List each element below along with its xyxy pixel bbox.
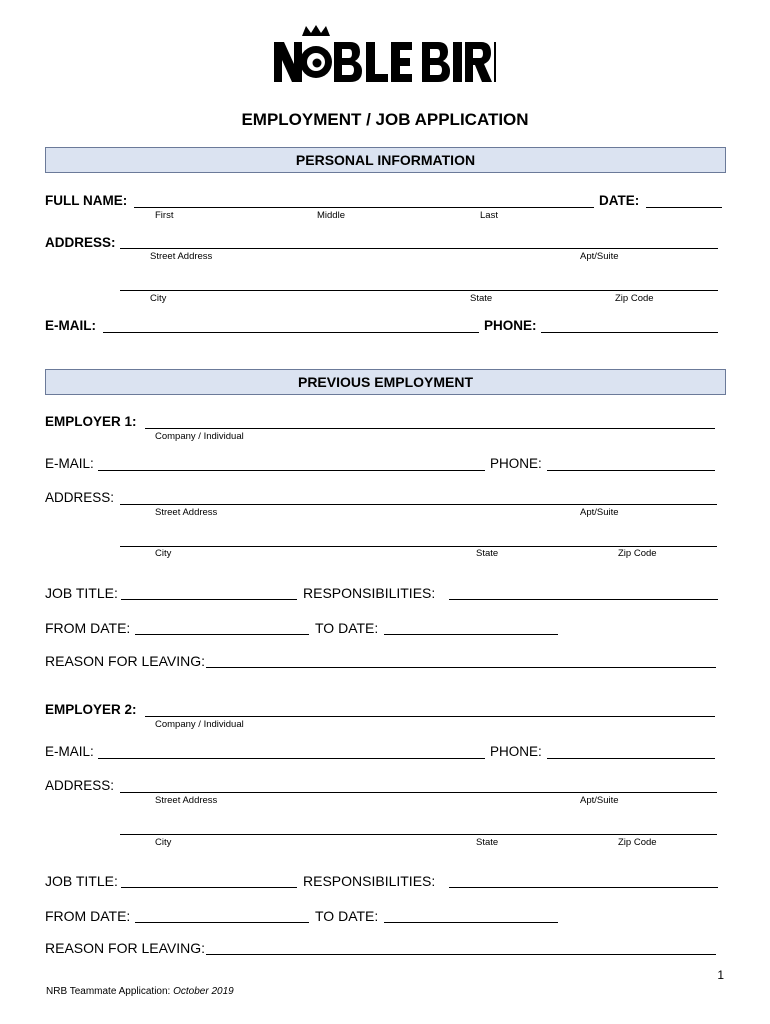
street-line[interactable] (120, 248, 718, 249)
footer-date: October 2019 (173, 986, 234, 997)
city-line[interactable] (120, 290, 718, 291)
state-caption: State (476, 548, 499, 559)
employer1-street-line[interactable] (120, 504, 717, 505)
employer2-phone-line[interactable] (547, 758, 715, 759)
middle-caption: Middle (317, 210, 345, 221)
employer2-job-title-label: JOB TITLE: (45, 873, 118, 889)
employer2-to-label: TO DATE: (315, 908, 379, 924)
company-caption: Company / Individual (155, 719, 244, 730)
full-name-line[interactable] (134, 207, 594, 208)
employer2-line[interactable] (145, 716, 715, 717)
full-name-label: FULL NAME: (45, 193, 128, 208)
employer2-responsibilities-label: RESPONSIBILITIES: (303, 873, 436, 889)
employer2-reason-label: REASON FOR LEAVING: (45, 940, 205, 956)
personal-info-header: PERSONAL INFORMATION (45, 147, 726, 173)
phone-line[interactable] (541, 332, 718, 333)
employer2-address-label: ADDRESS: (45, 778, 115, 793)
employer2-to-line[interactable] (384, 922, 558, 923)
employer2-responsibilities-line[interactable] (449, 887, 718, 888)
employer1-from-line[interactable] (135, 634, 309, 635)
street-caption: Street Address (155, 507, 218, 518)
zip-caption: Zip Code (618, 837, 657, 848)
apt-caption: Apt/Suite (580, 251, 619, 262)
phone-label: PHONE: (484, 318, 537, 333)
page-title: EMPLOYMENT / JOB APPLICATION (241, 110, 529, 129)
address-label: ADDRESS: (45, 235, 116, 250)
date-line[interactable] (646, 207, 722, 208)
employer2-label: EMPLOYER 2: (45, 702, 137, 717)
employer1-reason-line[interactable] (206, 667, 716, 668)
employer2-from-label: FROM DATE: (45, 908, 131, 924)
street-caption: Street Address (155, 795, 218, 806)
email-line[interactable] (103, 332, 479, 333)
state-caption: State (476, 837, 499, 848)
employer1-reason-label: REASON FOR LEAVING: (45, 653, 205, 669)
email-label: E-MAIL: (45, 318, 96, 333)
employer1-email-label: E-MAIL: (45, 456, 94, 471)
noble-bird-logo (270, 24, 500, 86)
employer1-phone-line[interactable] (547, 470, 715, 471)
zip-caption: Zip Code (615, 293, 654, 304)
employer1-job-title-line[interactable] (121, 599, 297, 600)
employer1-label: EMPLOYER 1: (45, 414, 137, 429)
employer1-city-line[interactable] (120, 546, 717, 547)
employer1-job-title-label: JOB TITLE: (45, 585, 118, 601)
first-caption: First (155, 210, 174, 221)
state-caption: State (470, 293, 493, 304)
footer-text: NRB Teammate Application: (46, 986, 171, 997)
city-caption: City (150, 293, 167, 304)
logo (0, 24, 770, 91)
last-caption: Last (480, 210, 498, 221)
apt-caption: Apt/Suite (580, 507, 619, 518)
street-caption: Street Address (150, 251, 213, 262)
employer1-address-label: ADDRESS: (45, 490, 115, 505)
zip-caption: Zip Code (618, 548, 657, 559)
employer1-line[interactable] (145, 428, 715, 429)
employer1-to-line[interactable] (384, 634, 558, 635)
city-caption: City (155, 548, 172, 559)
page-number: 1 (717, 968, 724, 982)
employer1-to-label: TO DATE: (315, 620, 379, 636)
employer1-email-line[interactable] (98, 470, 485, 471)
employer2-from-line[interactable] (135, 922, 309, 923)
employer2-reason-line[interactable] (206, 954, 716, 955)
employer2-email-label: E-MAIL: (45, 744, 94, 759)
employer1-responsibilities-label: RESPONSIBILITIES: (303, 585, 436, 601)
employer1-responsibilities-line[interactable] (449, 599, 718, 600)
date-label: DATE: (599, 193, 640, 208)
employer2-city-line[interactable] (120, 834, 717, 835)
employer2-street-line[interactable] (120, 792, 717, 793)
footer (46, 986, 234, 997)
employer2-email-line[interactable] (98, 758, 485, 759)
employer1-phone-label: PHONE: (490, 456, 542, 471)
company-caption: Company / Individual (155, 431, 244, 442)
employer1-from-label: FROM DATE: (45, 620, 131, 636)
city-caption: City (155, 837, 172, 848)
apt-caption: Apt/Suite (580, 795, 619, 806)
previous-employment-header: PREVIOUS EMPLOYMENT (45, 369, 726, 395)
employer2-job-title-line[interactable] (121, 887, 297, 888)
employer2-phone-label: PHONE: (490, 744, 542, 759)
